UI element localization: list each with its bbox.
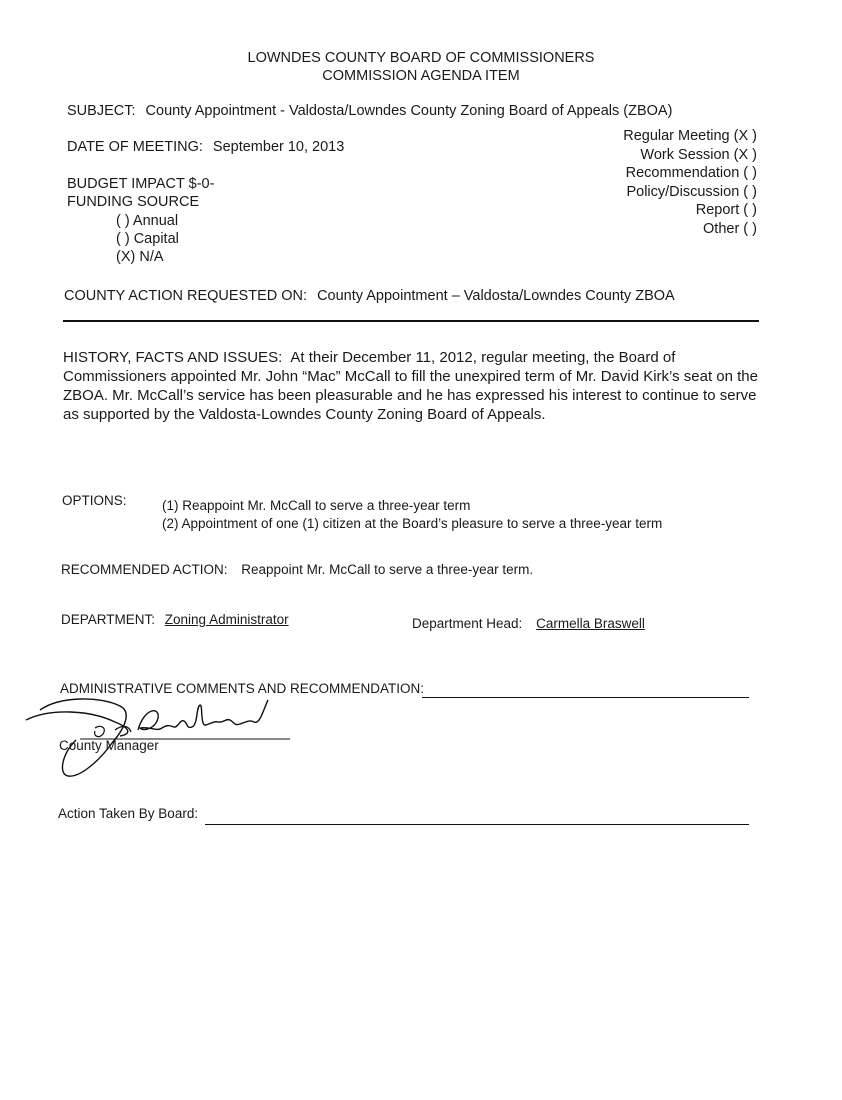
action-requested-value: County Appointment – Valdosta/Lowndes County ZBOA <box>317 288 675 304</box>
option-item-2: (2) Appointment of one (1) citizen at the Board’s pleasure to serve a three-year term <box>162 516 663 531</box>
document-title: LOWNDES COUNTY BOARD OF COMMISSIONERS <box>247 50 595 66</box>
meeting-type-report: Report ( ) <box>695 202 757 219</box>
funding-option-annual: ( ) Annual <box>116 213 179 229</box>
admin-comments-label: ADMINISTRATIVE COMMENTS AND RECOMMENDATION: <box>60 681 425 696</box>
department-label: DEPARTMENT: <box>61 612 156 627</box>
subject-label: SUBJECT: <box>67 103 136 119</box>
department-row <box>61 612 289 627</box>
budget-impact: BUDGET IMPACT $-0- <box>67 176 215 192</box>
funding-option-na: (X) N/A <box>116 249 164 265</box>
department-head-label: Department Head: <box>412 616 523 631</box>
subject-row <box>67 103 672 119</box>
meeting-type-regular: Regular Meeting (X ) <box>623 128 757 144</box>
section-divider <box>63 320 759 322</box>
history-paragraph <box>63 348 763 424</box>
action-taken-label: Action Taken By Board: <box>58 806 199 821</box>
action-taken-line <box>205 824 749 825</box>
meeting-type-other: Other ( ) <box>703 220 757 237</box>
meeting-type-policy-discussion: Policy/Discussion ( ) <box>626 183 757 200</box>
recommended-action-label: RECOMMENDED ACTION: <box>61 562 228 577</box>
department-value: Zoning Administrator <box>164 612 289 627</box>
date-of-meeting-label: DATE OF MEETING: <box>67 139 203 155</box>
admin-comments-line <box>422 697 749 698</box>
option-item-1: (1) Reappoint Mr. McCall to serve a three-year term <box>162 498 471 513</box>
department-head-row <box>412 616 645 631</box>
recommended-action-row <box>61 562 533 577</box>
county-manager-label: County Manager <box>59 738 159 753</box>
action-requested-row <box>64 288 675 304</box>
meeting-type-list <box>520 127 757 239</box>
subject-value: County Appointment - Valdosta/Lowndes County Zoning Board of Appeals (ZBOA) <box>145 103 673 119</box>
department-head-value: Carmella Braswell <box>536 616 645 631</box>
date-of-meeting-value: September 10, 2013 <box>212 139 345 155</box>
meeting-type-recommendation: Recommendation ( ) <box>625 165 757 182</box>
recommended-action-value: Reappoint Mr. McCall to serve a three-year term. <box>241 562 534 577</box>
meeting-type-work-session: Work Session (X ) <box>640 146 757 163</box>
document-subtitle: COMMISSION AGENDA ITEM <box>322 68 520 84</box>
history-text: At their December 11, 2012, regular meeting, the Board of Commissioners appointed Mr. John “Mac” McCall to fill the unexpired term of Mr. David Kirk’s seat on the ZBOA. Mr. McCall’s service has been pleasurable and he has expressed his interest to continue to serve as supported by the Valdosta-Lowndes County Zoning Board of Appeals. <box>63 349 758 423</box>
date-of-meeting-row <box>67 139 344 155</box>
action-requested-label: COUNTY ACTION REQUESTED ON: <box>64 288 308 304</box>
options-label: OPTIONS: <box>62 493 127 508</box>
funding-source-label: FUNDING SOURCE <box>67 194 200 210</box>
funding-option-capital: ( ) Capital <box>116 231 179 247</box>
history-label: HISTORY, FACTS AND ISSUES: <box>63 349 283 366</box>
